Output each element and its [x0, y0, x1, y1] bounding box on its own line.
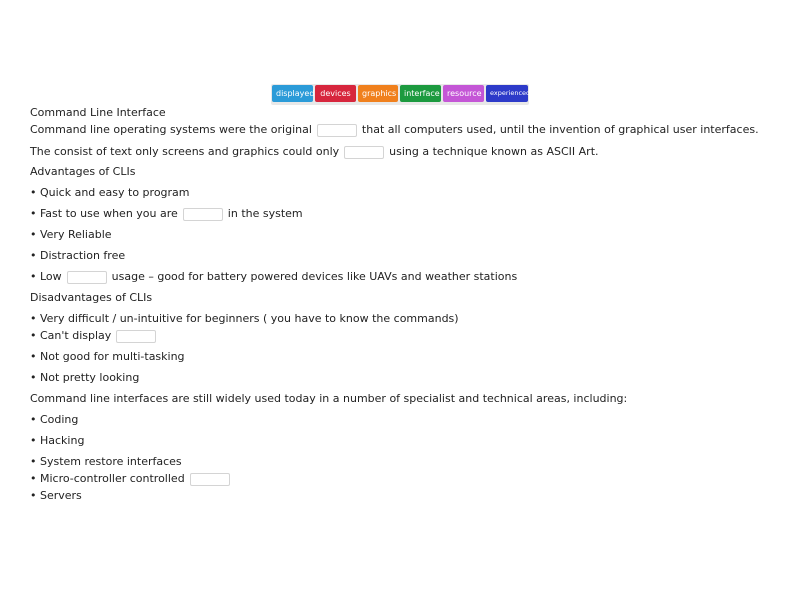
sentence-text: Command line operating systems were the original: [30, 123, 312, 136]
disadvantage-item: • Not pretty looking: [30, 371, 140, 384]
disadvantage-item: • Very difficult / un-intuitive for beginners ( you have to know the commands): [30, 312, 459, 325]
blank-drop-zone[interactable]: [116, 330, 156, 343]
word-chip-interface[interactable]: interface: [400, 85, 441, 102]
advantage-item: [30, 270, 517, 284]
word-chip-displayed[interactable]: displayed: [272, 85, 313, 102]
disadvantage-item: • Not good for multi-tasking: [30, 350, 185, 363]
sentence-text: • Low: [30, 270, 62, 283]
blank-drop-zone[interactable]: [67, 271, 107, 284]
sentence-consist: [30, 145, 599, 159]
use-item: • System restore interfaces: [30, 455, 182, 468]
blank-drop-zone[interactable]: [344, 146, 384, 159]
word-chip-resource[interactable]: resource: [443, 85, 484, 102]
use-item: [30, 472, 235, 486]
disadvantage-item: [30, 329, 161, 343]
sentence-text: • Micro-controller controlled: [30, 472, 185, 485]
blank-drop-zone[interactable]: [183, 208, 223, 221]
word-bank: [271, 84, 529, 105]
sentence-text: The consist of text only screens and graphics could only: [30, 145, 340, 158]
word-chip-experienced[interactable]: experienced: [486, 85, 528, 102]
advantage-item: [30, 207, 303, 221]
advantage-item: • Quick and easy to program: [30, 186, 190, 199]
sentence-text: usage – good for battery powered devices like UAVs and weather stations: [111, 270, 518, 283]
word-chip-graphics[interactable]: graphics: [358, 85, 398, 102]
sentence-original: [30, 123, 759, 137]
advantage-item: • Very Reliable: [30, 228, 112, 241]
blank-drop-zone[interactable]: [317, 124, 357, 137]
word-chip-devices[interactable]: devices: [315, 85, 356, 102]
heading-disadvantages: Disadvantages of CLIs: [30, 291, 153, 304]
sentence-text: in the system: [227, 207, 303, 220]
sentence-text: • Can't display: [30, 329, 112, 342]
sentence-text: • Fast to use when you are: [30, 207, 178, 220]
use-item: • Coding: [30, 413, 79, 426]
heading-advantages: Advantages of CLIs: [30, 165, 136, 178]
uses-intro: Command line interfaces are still widely used today in a number of specialist and technical areas, including:: [30, 392, 628, 405]
use-item: • Hacking: [30, 434, 85, 447]
heading-cli: Command Line Interface: [30, 106, 166, 119]
advantage-item: • Distraction free: [30, 249, 126, 262]
sentence-text: using a technique known as ASCII Art.: [389, 145, 599, 158]
sentence-text: that all computers used, until the invention of graphical user interfaces.: [361, 123, 759, 136]
use-item: • Servers: [30, 489, 82, 502]
blank-drop-zone[interactable]: [190, 473, 230, 486]
